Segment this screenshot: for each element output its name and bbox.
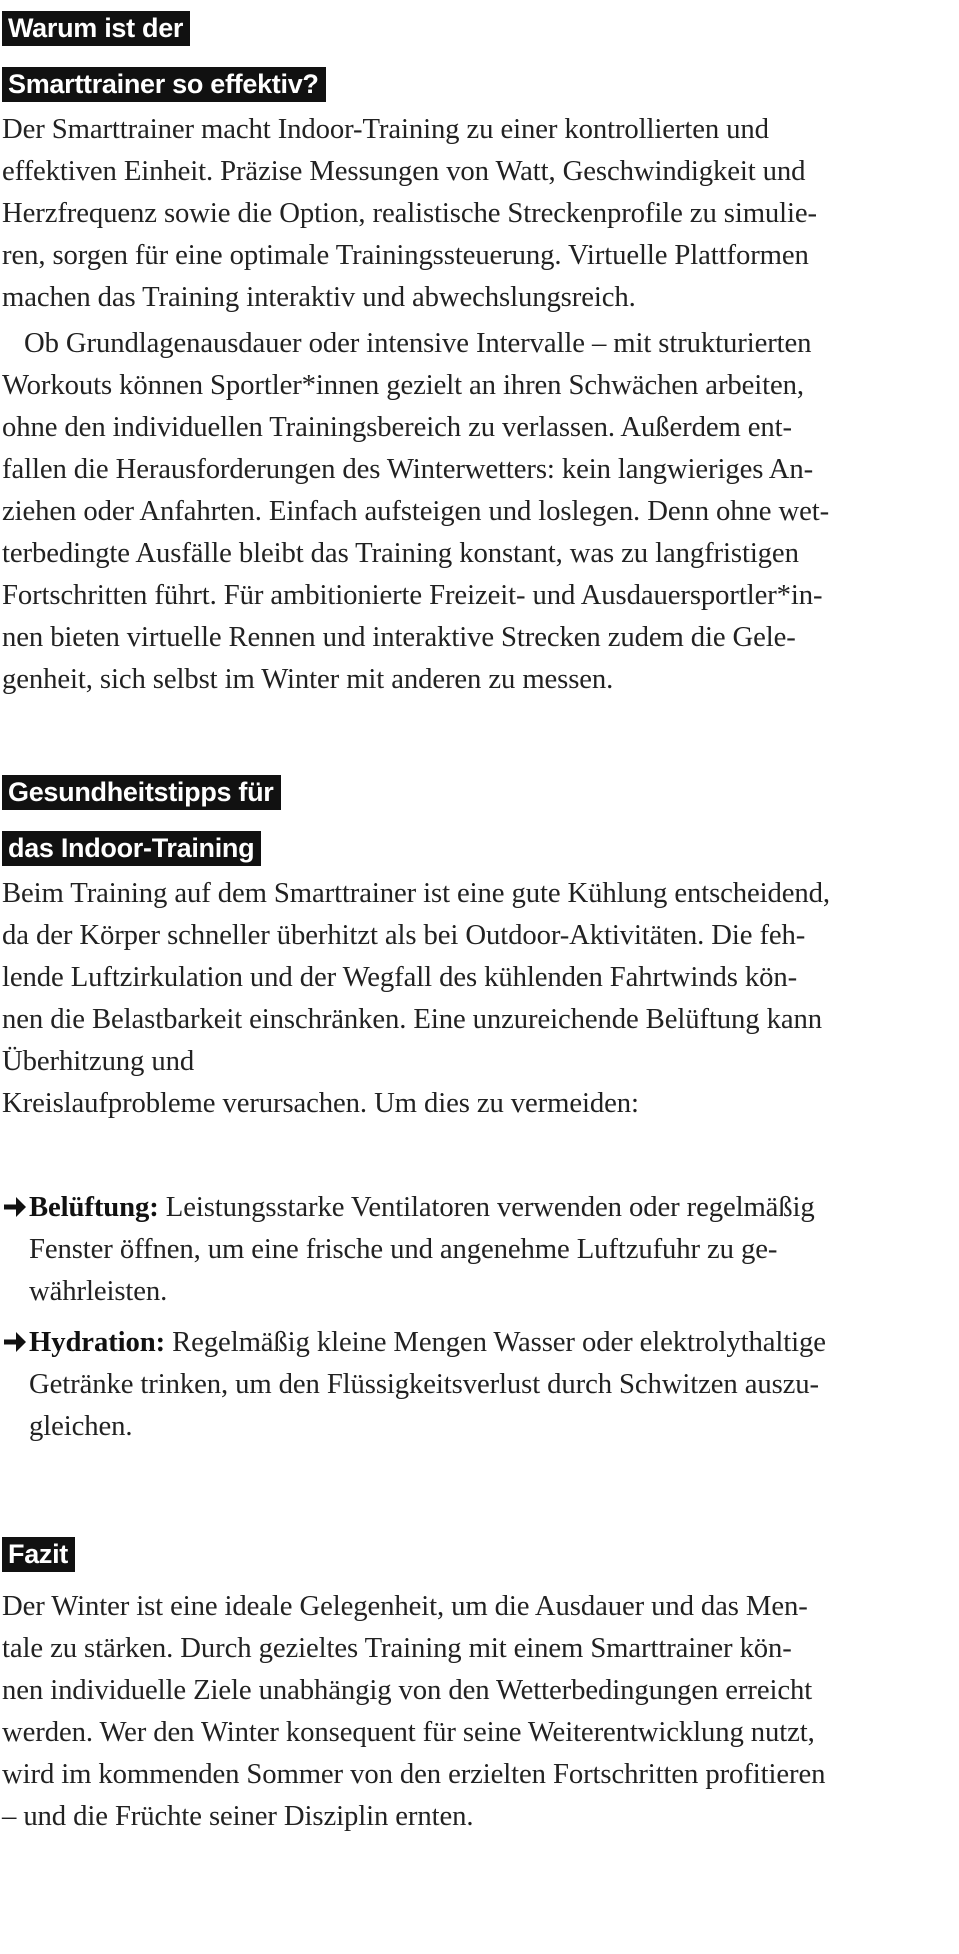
- bullet-item-ventilation: [2, 1186, 952, 1312]
- text-line: Der Winter ist eine ideale Gelegenheit, um die Ausdauer und das Men-: [2, 1590, 808, 1622]
- text-line: genheit, sich selbst im Winter mit anderen zu messen.: [2, 663, 614, 695]
- section-heading-effectiveness: [2, 8, 326, 104]
- text-line: da der Körper schneller überhitzt als bei Outdoor-Aktivitäten. Die feh-: [2, 919, 806, 951]
- section-heading-health-tips: [2, 772, 281, 868]
- text-line: Ob Grundlagenausdauer oder intensive Intervalle – mit strukturierten: [24, 327, 812, 359]
- text-line: Herzfrequenz sowie die Option, realistische Streckenprofile zu simulie-: [2, 197, 817, 229]
- heading-line-text: Fazit: [2, 1537, 75, 1572]
- bullet-line: Getränke trinken, um den Flüssigkeitsverlust durch Schwitzen auszu-: [29, 1368, 819, 1400]
- text-line: Workouts können Sportler*innen gezielt an ihren Schwächen arbeiten,: [2, 369, 804, 401]
- text-line: fallen die Herausforderungen des Winterwetters: kein langwieriges An-: [2, 453, 814, 485]
- text-line: nen individuelle Ziele unabhängig von den Wetterbedingungen erreicht: [2, 1674, 813, 1706]
- text-line: machen das Training interaktiv und abwechslungsreich.: [2, 281, 636, 313]
- heading-line: [2, 64, 326, 104]
- text-line: ziehen oder Anfahrten. Einfach aufsteigen und loslegen. Denn ohne wet-: [2, 495, 830, 527]
- paragraph-conclusion: [2, 1585, 825, 1837]
- arrow-right-icon: [2, 1321, 28, 1363]
- bullet-label: Hydration:: [29, 1326, 166, 1358]
- paragraph-effectiveness-details: [2, 322, 829, 700]
- heading-line-text: Smarttrainer so effektiv?: [2, 67, 326, 102]
- text-line: ren, sorgen für eine optimale Trainingssteuerung. Virtuelle Plattformen: [2, 239, 809, 271]
- text-line: Kreislaufprobleme verursachen. Um dies zu vermeiden:: [2, 1087, 639, 1119]
- text-line: tale zu stärken. Durch gezieltes Training mit einem Smarttrainer kön-: [2, 1632, 792, 1664]
- text-line: nen bieten virtuelle Rennen und interaktive Strecken zudem die Gele-: [2, 621, 796, 653]
- paragraph-health-tips: [2, 872, 830, 1124]
- bullet-line: [29, 1321, 952, 1363]
- text-line: Überhitzung und: [2, 1045, 195, 1077]
- heading-line: [2, 1534, 75, 1574]
- bullet-text: [2, 1186, 952, 1312]
- bullet-line-text: Leistungsstarke Ventilatoren verwenden oder regelmäßig: [158, 1191, 815, 1223]
- text-line: – und die Früchte seiner Disziplin ernten.: [2, 1800, 474, 1832]
- bullet-label: Belüftung:: [29, 1191, 159, 1223]
- text-line: lende Luftzirkulation und der Wegfall des kühlenden Fahrtwinds kön-: [2, 961, 798, 993]
- section-heading-conclusion: [2, 1534, 75, 1574]
- text-line: Der Smarttrainer macht Indoor-Training zu einer kontrollierten und: [2, 113, 769, 145]
- paragraph-effectiveness-intro: [2, 108, 817, 318]
- heading-line: [2, 8, 326, 48]
- text-line: effektiven Einheit. Präzise Messungen von Watt, Geschwindigkeit und: [2, 155, 806, 187]
- text-line: wird im kommenden Sommer von den erzielten Fortschritten profitieren: [2, 1758, 826, 1790]
- text-line: ohne den individuellen Trainingsbereich zu verlassen. Außerdem ent-: [2, 411, 792, 443]
- text-line: werden. Wer den Winter konsequent für seine Weiterentwicklung nutzt,: [2, 1716, 815, 1748]
- arrow-right-icon: [2, 1186, 28, 1228]
- bullet-item-hydration: [2, 1321, 952, 1447]
- bullet-text: [2, 1321, 952, 1447]
- heading-line-text: das Indoor-Training: [2, 831, 261, 866]
- bullet-line: Fenster öffnen, um eine frische und angenehme Luftzufuhr zu ge-: [29, 1233, 778, 1265]
- bullet-line: währleisten.: [29, 1275, 168, 1307]
- text-line: Beim Training auf dem Smarttrainer ist eine gute Kühlung entscheidend,: [2, 877, 830, 909]
- heading-line: [2, 772, 281, 812]
- heading-line-text: Gesundheitstipps für: [2, 775, 281, 810]
- bullet-line-text: Regelmäßig kleine Mengen Wasser oder elektrolythaltige: [165, 1326, 826, 1358]
- bullet-line: [29, 1186, 952, 1228]
- text-line: terbedingte Ausfälle bleibt das Training konstant, was zu langfristigen: [2, 537, 799, 569]
- heading-line-text: Warum ist der: [2, 11, 190, 46]
- heading-line: [2, 828, 281, 868]
- bullet-line: gleichen.: [29, 1410, 133, 1442]
- text-line: Fortschritten führt. Für ambitionierte Freizeit- und Ausdauersportler*in-: [2, 579, 823, 611]
- text-line: nen die Belastbarkeit einschränken. Eine unzureichende Belüftung kann: [2, 1003, 822, 1035]
